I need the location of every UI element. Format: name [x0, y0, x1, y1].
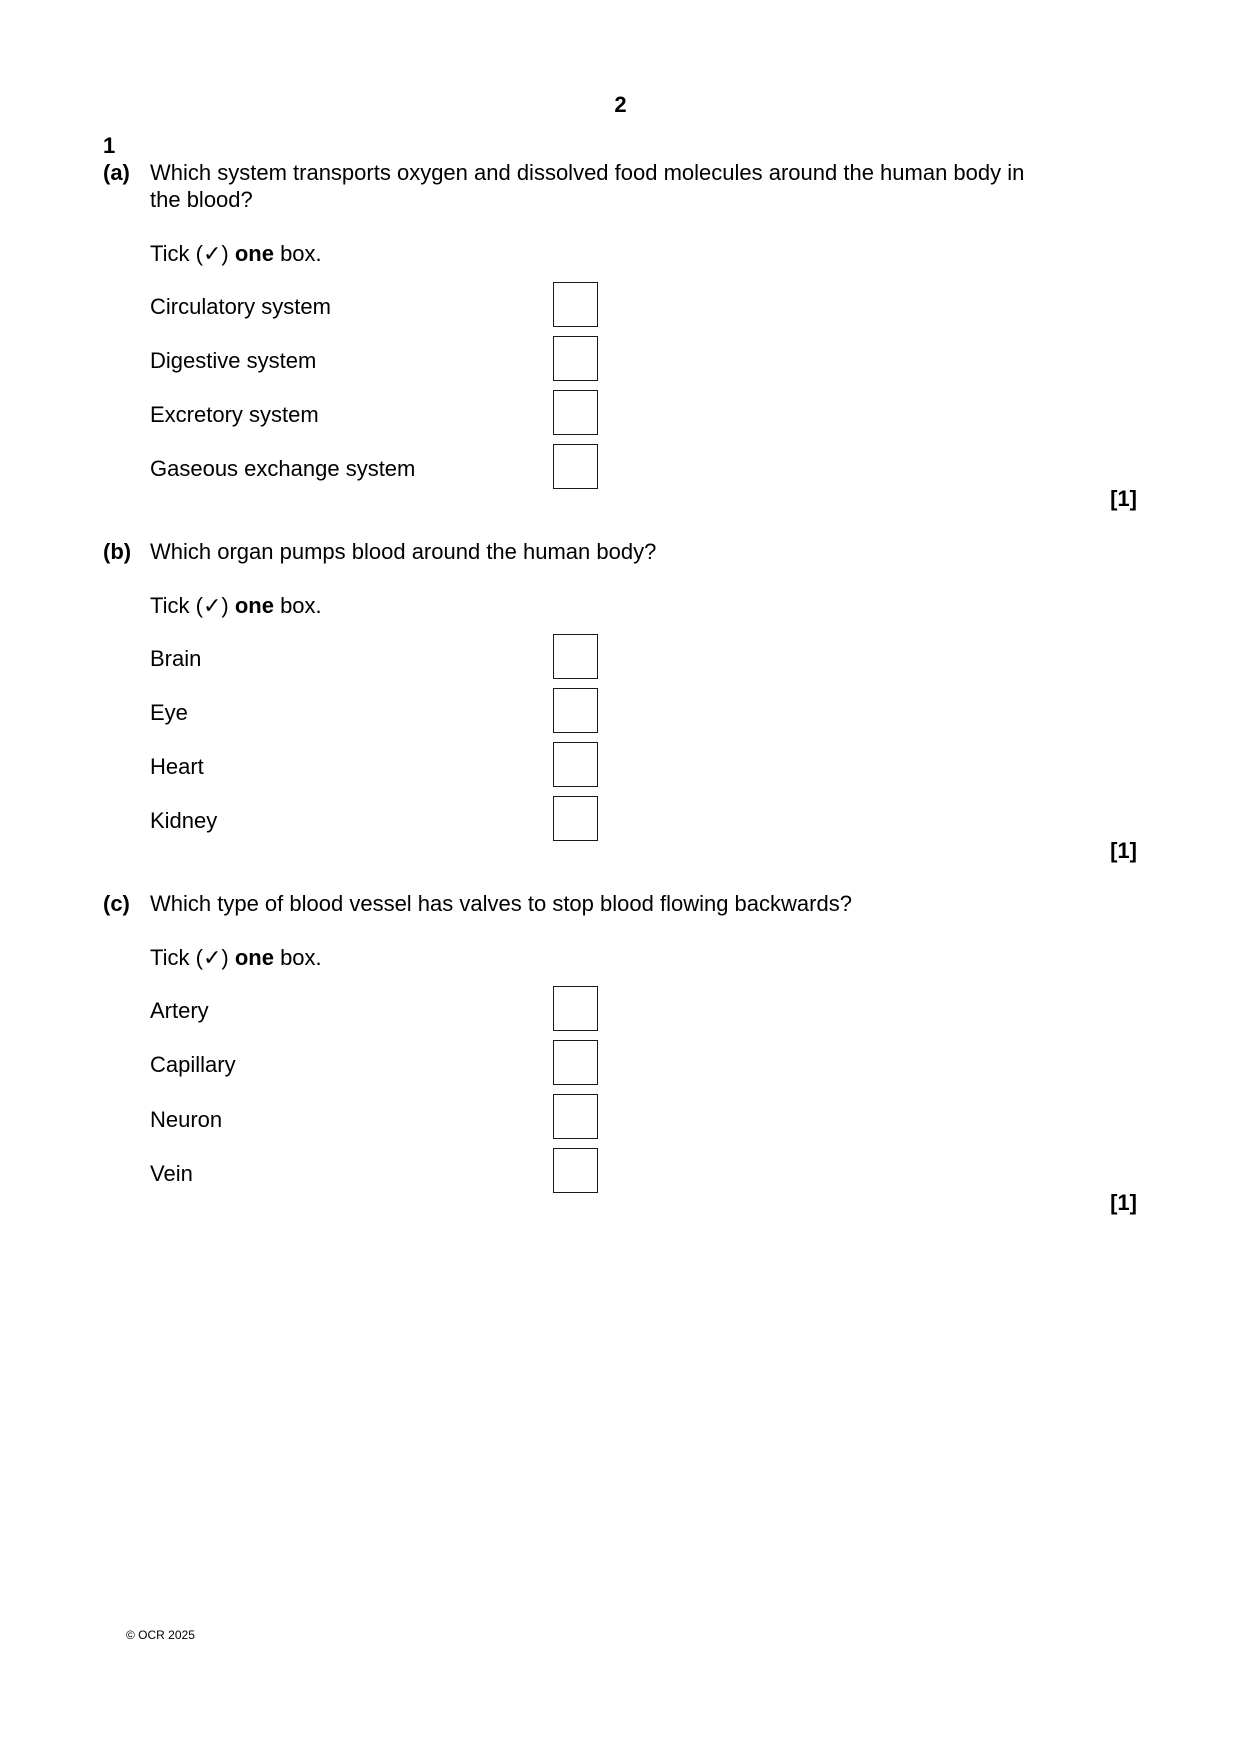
part-a-marks: [1] [1110, 486, 1137, 511]
option-neuron: Neuron [150, 1107, 223, 1132]
option-brain: Brain [150, 646, 202, 671]
part-c-marks: [1] [1110, 1190, 1137, 1215]
option-vein: Vein [150, 1161, 193, 1186]
tickbox-capillary[interactable] [553, 1040, 598, 1085]
instruction-bold: one [234, 241, 274, 266]
tickbox-neuron[interactable] [553, 1094, 598, 1139]
part-c-question-line1: Which type of blood vessel has valves to stop blood flowing backwards? [150, 891, 852, 916]
part-b-instruction [150, 592, 322, 619]
tickbox-kidney[interactable] [553, 796, 598, 841]
question-number: 1 [103, 133, 116, 158]
part-a-question-line2: the blood? [150, 187, 253, 212]
option-kidney: Kidney [150, 808, 218, 833]
instruction-suffix: box. [273, 241, 322, 266]
option-capillary: Capillary [150, 1052, 236, 1077]
option-gaseous-exchange-system: Gaseous exchange system [150, 456, 416, 481]
instruction-bold: one [234, 593, 274, 618]
option-eye: Eye [150, 700, 188, 725]
page-number: 2 [614, 92, 627, 117]
option-digestive-system: Digestive system [150, 348, 317, 373]
instruction-prefix: Tick (✓) [150, 945, 235, 970]
tickbox-brain[interactable] [553, 634, 598, 679]
part-b-marks: [1] [1110, 838, 1137, 863]
instruction-suffix: box. [273, 593, 322, 618]
tickbox-heart[interactable] [553, 742, 598, 787]
tickbox-artery[interactable] [553, 986, 598, 1031]
tickbox-digestive-system[interactable] [553, 336, 598, 381]
instruction-prefix: Tick (✓) [150, 593, 235, 618]
tickbox-vein[interactable] [553, 1148, 598, 1193]
copyright-footer: © OCR 2025 [126, 1628, 195, 1642]
instruction-suffix: box. [273, 945, 322, 970]
part-a-question-line1: Which system transports oxygen and dissolved food molecules around the human body in [150, 160, 1025, 185]
part-c-label: (c) [103, 891, 130, 916]
part-c-instruction [150, 944, 322, 971]
tickbox-excretory-system[interactable] [553, 390, 598, 435]
part-b-label: (b) [103, 539, 132, 564]
option-excretory-system: Excretory system [150, 402, 319, 427]
tickbox-circulatory-system[interactable] [553, 282, 598, 327]
tickbox-eye[interactable] [553, 688, 598, 733]
part-a-label: (a) [103, 160, 130, 185]
instruction-prefix: Tick (✓) [150, 241, 235, 266]
part-a-instruction [150, 240, 322, 267]
part-b-question-line1: Which organ pumps blood around the human body? [150, 539, 657, 564]
instruction-bold: one [234, 945, 274, 970]
option-heart: Heart [150, 754, 204, 779]
option-circulatory-system: Circulatory system [150, 294, 331, 319]
tickbox-gaseous-exchange-system[interactable] [553, 444, 598, 489]
option-artery: Artery [150, 998, 209, 1023]
